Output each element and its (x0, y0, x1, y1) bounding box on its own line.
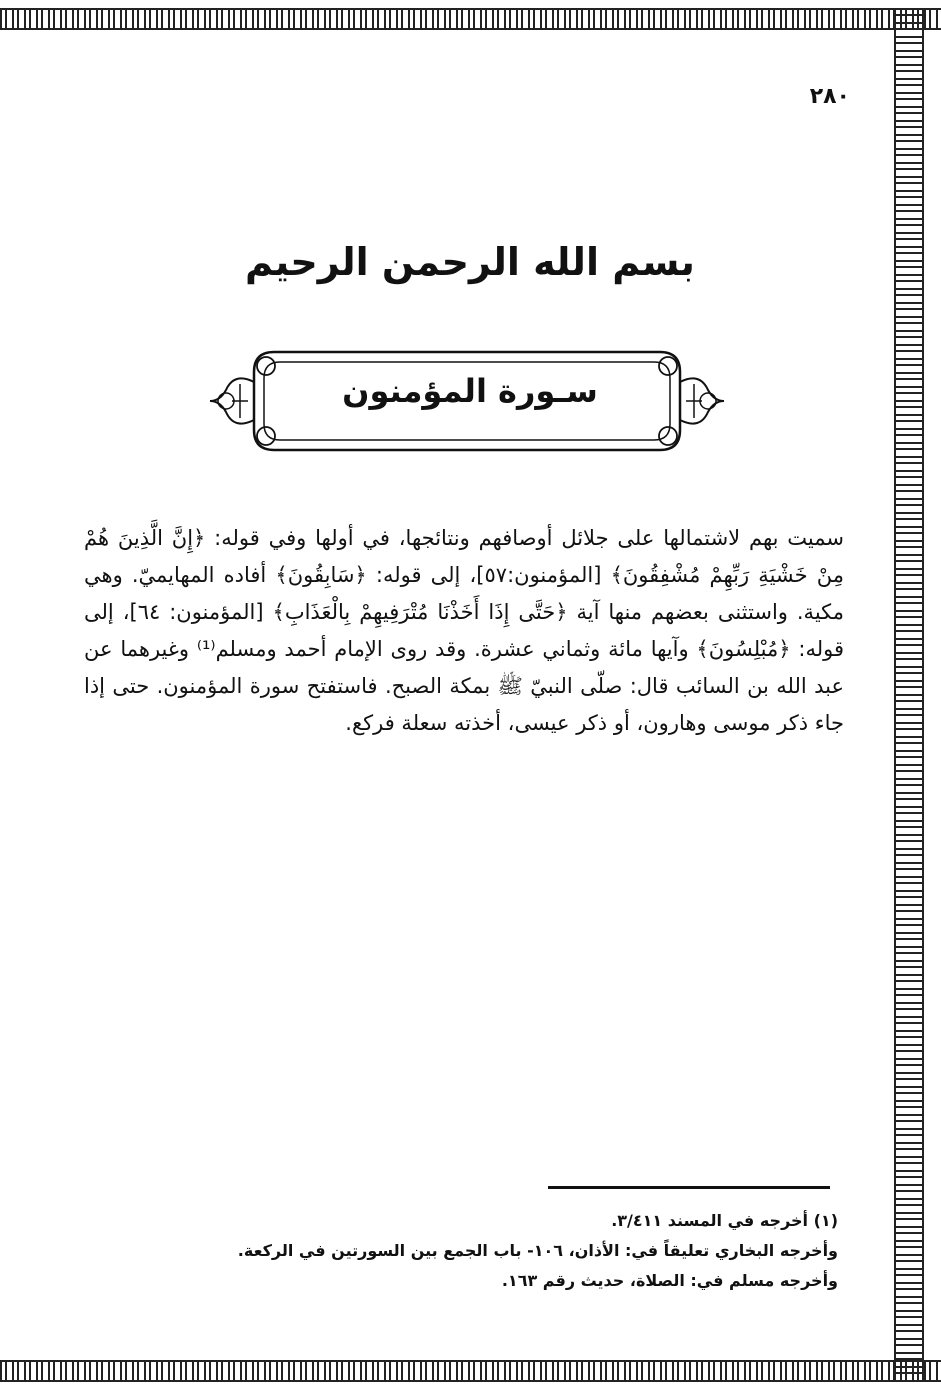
basmala-heading: بسم الله الرحمن الرحيم (245, 240, 695, 284)
page-border-bottom (0, 1360, 941, 1382)
surah-title: سـورة المؤمنون (342, 372, 598, 410)
footnote-line: وأخرجه البخاري تعليقاً في: الأذان، ١٠٦- باب الجمع بين السورتين في الركعة. (237, 1241, 838, 1260)
footnote-line: (١) أخرجه في المسند ٣/٤١١. (611, 1211, 838, 1230)
body-paragraph: سميت بهم لاشتمالها على جلائل أوصافهم ونتائجها، في أولها وفي قوله: ﴿إِنَّ الَّذِينَ هُمْ مِنْ خَشْيَةِ رَبِّهِمْ مُشْفِقُونَ﴾ [المؤمنون:٥٧]، إلى قوله: ﴿سَابِقُونَ﴾ أفاده المهايميّ. وهي مكية. واستثنى بعضهم منها آية ﴿حَتَّى إِذَا أَخَذْنَا مُتْرَفِيهِمْ بِالْعَذَابِ﴾ [المؤمنون: ٦٤]، إلى قوله: ﴿مُبْلِسُونَ﴾ وآيها مائة وثماني عشرة. وقد روى الإمام أحمد ومسلم⁽¹⁾ وغيرهما عن عبد الله بن السائب قال: صلّى النبيّ ﷺ بمكة الصبح. فاستفتح سورة المؤمنون. حتى إذا جاء ذكر موسى وهارون، أو ذكر عيسى، أخذته سعلة فركع. (84, 526, 845, 735)
page-border-top (0, 8, 941, 30)
page-border-right (894, 8, 924, 1380)
footnote-divider (548, 1186, 830, 1189)
page-number: ٢٨٠ (809, 84, 850, 109)
footnotes (180, 1206, 838, 1296)
footnote-line: وأخرجه مسلم في: الصلاة، حديث رقم ١٦٣. (501, 1271, 838, 1290)
